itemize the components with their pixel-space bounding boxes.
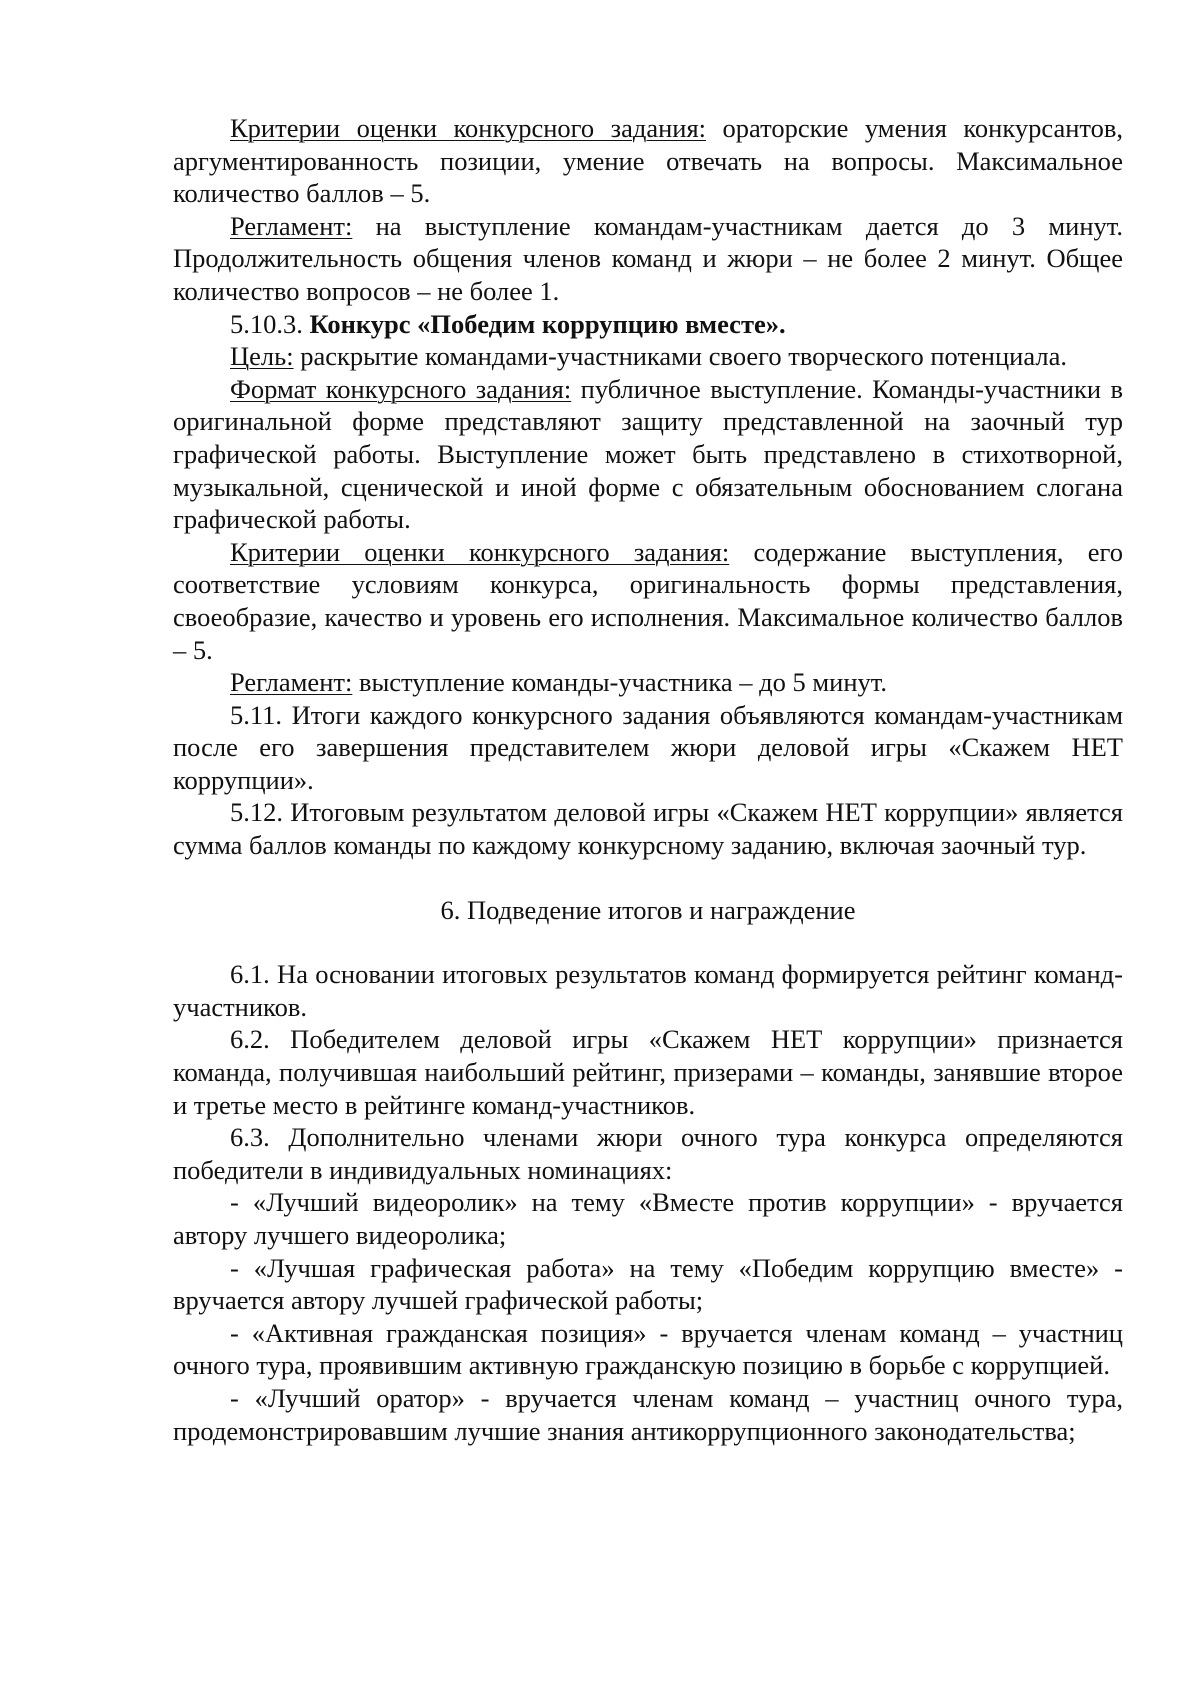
list-item-nomination-civic: - «Активная гражданская позиция» - вручается членам команд – участниц очного тура, проявившим активную гражданскую позицию в борьбе с коррупцией. (173, 1317, 1123, 1381)
text-criteria-2: содержание выступления, его соответствие условиям конкурса, оригинальность формы представления, своеобразие, качество и уровень его исполнения. Максимальное количество баллов – 5. (173, 536, 1123, 665)
section-heading: 6. Подведение итогов и награждение (440, 894, 856, 925)
paragraph-criteria-2 (173, 536, 1123, 666)
text-goal: раскрытие командами-участниками своего творческого потенциала. (293, 341, 1067, 372)
list-item-nomination-graphic: - «Лучшая графическая работа» на тему «Победим коррупцию вместе» - вручается автору лучшей графической работы; (173, 1252, 1123, 1316)
paragraph-6-3: 6.3. Дополнительно членами жюри очного тура конкурса определяются победители в индивидуальных номинациях: (173, 1122, 1123, 1185)
paragraph-6-2: 6.2. Победителем деловой игры «Скажем НЕТ коррупции» признается команда, получившая наибольший рейтинг, призерами – команды, занявшие второе и третье место в рейтинге команд-участников. (173, 1024, 1123, 1120)
list-item-nomination-orator: - «Лучший оратор» - вручается членам команд – участниц очного тура, продемонстрировавшим лучшие знания антикоррупционного законодательства; (173, 1382, 1123, 1446)
label-criteria-2: Критерии оценки конкурсного задания: (230, 536, 730, 567)
label-criteria-1: Критерии оценки конкурсного задания: (230, 113, 707, 143)
paragraph-goal (173, 340, 1123, 373)
paragraph-format (173, 373, 1123, 536)
paragraph-regulation-2 (173, 666, 1123, 699)
paragraph-5-12: 5.12. Итоговым результатом деловой игры «Скажем НЕТ коррупции» является сумма баллов команды по каждому конкурсному заданию, включая заочный тур. (173, 797, 1123, 861)
contest-title: Конкурс «Победим коррупцию вместе». (302, 308, 786, 339)
list-item-nomination-video: - «Лучший видеоролик» на тему «Вместе против коррупции» - вручается автору лучшего видеоролика; (173, 1187, 1123, 1250)
text-regulation-1: на выступление командам-участникам дается до 3 минут. Продолжительность общения членов команд и жюри – не более 2 минут. Общее количество вопросов – не более 1. (173, 210, 1123, 306)
contest-number: 5.10.3. (230, 308, 303, 339)
label-format: Формат конкурсного задания: (230, 373, 572, 404)
paragraph-criteria-1 (173, 112, 1123, 210)
text-format: публичное выступление. Команды-участники в оригинальной форме представляют защиту представленной на заочный тур графической работы. Выступление может быть представлено в стихотворной, музыкальной, сценической и иной форме с обязательным обоснованием слогана графической работы. (173, 373, 1123, 535)
paragraph-5-11: 5.11. Итоги каждого конкурсного задания объявляются командам-участникам после его завершения представителем жюри деловой игры «Скажем НЕТ коррупции». (173, 699, 1123, 795)
paragraph-6-1: 6.1. На основании итоговых результатов команд формируется рейтинг команд-участников. (173, 959, 1123, 1022)
label-goal: Цель: (230, 341, 294, 372)
paragraph-contest-title (173, 308, 1123, 341)
text-regulation-2: выступление команды-участника – до 5 минут. (352, 667, 887, 698)
document-page (173, 112, 1123, 1447)
text-criteria-1: ораторские умения конкурсантов, аргументированность позиции, умение отвечать на вопросы. Максимальное количество баллов – 5. (173, 113, 1124, 209)
label-regulation-2: Регламент: (230, 667, 353, 698)
paragraph-regulation-1 (173, 210, 1123, 308)
label-regulation-1: Регламент: (230, 210, 353, 241)
